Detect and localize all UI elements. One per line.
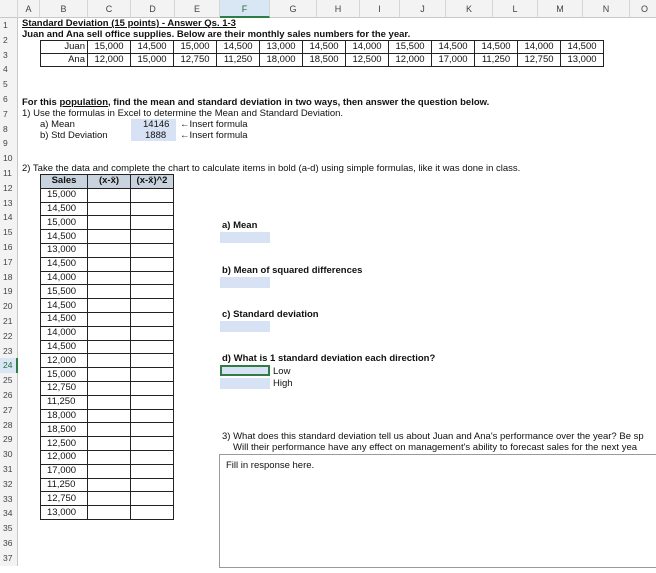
sales-cell[interactable]: 17,000 — [432, 54, 475, 67]
table-row — [41, 340, 174, 354]
deviation-cell[interactable] — [88, 464, 131, 478]
calc-d-label: d) What is 1 standard deviation each direction? — [222, 353, 436, 364]
squared-deviation-cell[interactable] — [131, 409, 174, 423]
table-row — [41, 257, 174, 271]
column-header-h[interactable]: H — [317, 0, 360, 18]
deviation-cell[interactable] — [88, 506, 131, 520]
sales-value-cell[interactable]: 14,500 — [41, 299, 88, 313]
squared-deviation-cell[interactable] — [131, 478, 174, 492]
row-header-14[interactable]: 14 — [0, 210, 18, 225]
deviation-cell[interactable] — [88, 395, 131, 409]
table-row — [41, 188, 174, 202]
table-row — [41, 464, 174, 478]
sales-value-cell[interactable]: 15,000 — [41, 188, 88, 202]
column-header-n[interactable]: N — [583, 0, 630, 18]
deviation-cell[interactable] — [88, 230, 131, 244]
table-row — [41, 506, 174, 520]
sales-value-cell[interactable]: 14,500 — [41, 202, 88, 216]
sales-cell[interactable]: 18,500 — [303, 54, 346, 67]
sales-cell[interactable]: 14,500 — [475, 41, 518, 54]
sales-value-cell[interactable]: 12,000 — [41, 354, 88, 368]
squared-deviation-cell[interactable] — [131, 464, 174, 478]
deviation-cell[interactable] — [88, 299, 131, 313]
column-header-k[interactable]: K — [446, 0, 493, 18]
row-header-2[interactable]: 2 — [0, 33, 18, 48]
column-header-d[interactable]: D — [131, 0, 175, 18]
row-header-16[interactable]: 16 — [0, 240, 18, 255]
squared-deviation-cell[interactable] — [131, 340, 174, 354]
row-header-17[interactable]: 17 — [0, 255, 18, 270]
row-header-13[interactable]: 13 — [0, 196, 18, 211]
row-header-26[interactable]: 26 — [0, 388, 18, 403]
squared-deviation-cell[interactable] — [131, 243, 174, 257]
sales-cell[interactable]: 15,000 — [174, 41, 217, 54]
sales-value-cell[interactable]: 14,500 — [41, 340, 88, 354]
sales-cell[interactable]: 15,000 — [88, 41, 131, 54]
deviation-cell[interactable] — [88, 381, 131, 395]
column-header-m[interactable]: M — [538, 0, 583, 18]
column-header-f[interactable]: F — [220, 0, 270, 18]
row-header-21[interactable]: 21 — [0, 314, 18, 329]
column-header-a[interactable]: A — [18, 0, 40, 18]
column-header-j[interactable]: J — [400, 0, 446, 18]
column-header-o[interactable]: O — [630, 0, 656, 18]
deviation-cell[interactable] — [88, 188, 131, 202]
squared-deviation-cell[interactable] — [131, 506, 174, 520]
row-header-22[interactable]: 22 — [0, 329, 18, 344]
sales-value-cell[interactable]: 14,500 — [41, 257, 88, 271]
table-row — [41, 368, 174, 382]
intro-text: Juan and Ana sell office supplies. Below are their monthly sales numbers for the year. — [22, 29, 411, 40]
data-table — [40, 174, 174, 520]
squared-deviation-cell[interactable] — [131, 216, 174, 230]
table-row — [41, 423, 174, 437]
data-table-header — [41, 175, 174, 189]
row-header-15[interactable]: 15 — [0, 225, 18, 240]
column-header-c[interactable]: C — [88, 0, 131, 18]
sales-table — [40, 40, 604, 67]
row-header-30[interactable]: 30 — [0, 447, 18, 462]
deviation-cell[interactable] — [88, 450, 131, 464]
deviation-cell[interactable] — [88, 478, 131, 492]
row-header-28[interactable]: 28 — [0, 418, 18, 433]
squared-deviation-cell[interactable] — [131, 257, 174, 271]
low-label: Low — [273, 366, 291, 377]
sales-value-cell[interactable]: 18,500 — [41, 423, 88, 437]
squared-deviation-cell[interactable] — [131, 326, 174, 340]
data-header-cell: (x-x̄) — [88, 175, 131, 189]
row-header-32[interactable]: 32 — [0, 477, 18, 492]
row-header-36[interactable]: 36 — [0, 536, 18, 551]
row-header-25[interactable]: 25 — [0, 373, 18, 388]
squared-deviation-cell[interactable] — [131, 271, 174, 285]
row-header-20[interactable]: 20 — [0, 299, 18, 314]
squared-deviation-cell[interactable] — [131, 381, 174, 395]
sales-value-cell[interactable]: 14,000 — [41, 326, 88, 340]
squared-deviation-cell[interactable] — [131, 299, 174, 313]
response-placeholder: Fill in response here. — [226, 460, 315, 471]
row-header-23[interactable]: 23 — [0, 344, 18, 359]
calc-a-label: a) Mean — [222, 220, 258, 231]
sales-value-cell[interactable]: 11,250 — [41, 395, 88, 409]
mean-label: a) Mean — [40, 119, 75, 130]
high-label: High — [273, 378, 293, 389]
sales-cell[interactable]: 12,000 — [389, 54, 432, 67]
sales-cell[interactable]: 13,000 — [561, 54, 604, 67]
squared-deviation-cell[interactable] — [131, 437, 174, 451]
deviation-cell[interactable] — [88, 409, 131, 423]
table-row — [41, 437, 174, 451]
table-row — [41, 243, 174, 257]
deviation-cell[interactable] — [88, 340, 131, 354]
sales-value-cell[interactable]: 12,750 — [41, 492, 88, 506]
squared-deviation-cell[interactable] — [131, 395, 174, 409]
row-header-27[interactable]: 27 — [0, 403, 18, 418]
row-header-19[interactable]: 19 — [0, 284, 18, 299]
squared-deviation-cell[interactable] — [131, 312, 174, 326]
data-header-cell: Sales — [41, 175, 88, 189]
sales-value-cell[interactable]: 18,000 — [41, 409, 88, 423]
sales-value-cell[interactable]: 13,000 — [41, 506, 88, 520]
squared-deviation-cell[interactable] — [131, 285, 174, 299]
seller-name: Ana — [41, 54, 88, 67]
sales-cell[interactable]: 14,500 — [432, 41, 475, 54]
deviation-cell[interactable] — [88, 312, 131, 326]
deviation-cell[interactable] — [88, 437, 131, 451]
sales-cell[interactable]: 12,500 — [346, 54, 389, 67]
row-header-31[interactable]: 31 — [0, 462, 18, 477]
row-header-3[interactable]: 3 — [0, 48, 18, 63]
sales-cell[interactable]: 14,000 — [346, 41, 389, 54]
seller-name: Juan — [41, 41, 88, 54]
sales-value-cell[interactable]: 11,250 — [41, 478, 88, 492]
sales-value-cell[interactable]: 12,750 — [41, 381, 88, 395]
sales-cell[interactable]: 14,500 — [561, 41, 604, 54]
row-header-7[interactable]: 7 — [0, 107, 18, 122]
deviation-cell[interactable] — [88, 326, 131, 340]
row-header-1[interactable]: 1 — [0, 18, 18, 33]
column-header-i[interactable]: I — [360, 0, 400, 18]
sales-value-cell[interactable]: 14,500 — [41, 312, 88, 326]
sales-row-juan — [41, 41, 604, 54]
q1-heading — [22, 97, 489, 108]
row-header-35[interactable]: 35 — [0, 521, 18, 536]
sales-value-cell[interactable]: 12,000 — [41, 450, 88, 464]
q2-instruction: 2) Take the data and complete the chart to calculate items in bold (a-d) using simple formulas, like it was done in class. — [22, 163, 521, 174]
row-header-29[interactable]: 29 — [0, 432, 18, 447]
sales-cell[interactable]: 18,000 — [260, 54, 303, 67]
sales-cell[interactable]: 14,500 — [131, 41, 174, 54]
row-header-33[interactable]: 33 — [0, 492, 18, 507]
sales-value-cell[interactable]: 15,000 — [41, 216, 88, 230]
calc-a-cell[interactable] — [220, 232, 270, 243]
table-row — [41, 285, 174, 299]
sales-value-cell[interactable]: 12,500 — [41, 437, 88, 451]
mean-value: 14146 — [143, 119, 170, 130]
table-row — [41, 216, 174, 230]
squared-deviation-cell[interactable] — [131, 423, 174, 437]
table-row — [41, 202, 174, 216]
sales-cell[interactable]: 11,250 — [217, 54, 260, 67]
select-all-corner[interactable] — [0, 0, 18, 18]
table-row — [41, 492, 174, 506]
sales-row-ana — [41, 54, 604, 67]
sales-cell[interactable]: 14,500 — [217, 41, 260, 54]
table-row — [41, 312, 174, 326]
q1-population: population — [59, 97, 109, 108]
squared-deviation-cell[interactable] — [131, 202, 174, 216]
deviation-cell[interactable] — [88, 354, 131, 368]
table-row — [41, 271, 174, 285]
row-header-34[interactable]: 34 — [0, 506, 18, 521]
sales-value-cell[interactable]: 14,000 — [41, 271, 88, 285]
sales-value-cell[interactable]: 14,500 — [41, 230, 88, 244]
row-header-9[interactable]: 9 — [0, 136, 18, 151]
calc-c-label: c) Standard deviation — [222, 309, 319, 320]
table-row — [41, 450, 174, 464]
q3-line1: 3) What does this standard deviation tell us about Juan and Ana's performance over the year? Be sp — [222, 431, 644, 442]
row-header-37[interactable]: 37 — [0, 551, 18, 566]
calc-b-cell[interactable] — [220, 277, 270, 288]
column-header-g[interactable]: G — [270, 0, 317, 18]
row-header-24[interactable]: 24 — [0, 358, 18, 373]
row-header-10[interactable]: 10 — [0, 151, 18, 166]
squared-deviation-cell[interactable] — [131, 354, 174, 368]
sales-value-cell[interactable]: 13,000 — [41, 243, 88, 257]
table-row — [41, 354, 174, 368]
sheet-title: Standard Deviation (15 points) - Answer Qs. 1-3 — [22, 18, 236, 29]
squared-deviation-cell[interactable] — [131, 492, 174, 506]
sales-cell[interactable]: 11,250 — [475, 54, 518, 67]
data-header-cell: (x-x̄)^2 — [131, 175, 174, 189]
squared-deviation-cell[interactable] — [131, 188, 174, 202]
sales-value-cell[interactable]: 15,000 — [41, 368, 88, 382]
deviation-cell[interactable] — [88, 285, 131, 299]
squared-deviation-cell[interactable] — [131, 230, 174, 244]
column-header-e[interactable]: E — [175, 0, 220, 18]
sales-cell[interactable]: 14,500 — [303, 41, 346, 54]
table-row — [41, 409, 174, 423]
deviation-cell[interactable] — [88, 492, 131, 506]
std-value: 1888 — [145, 130, 167, 141]
sales-cell[interactable]: 12,750 — [518, 54, 561, 67]
calc-c-cell[interactable] — [220, 321, 270, 332]
table-row — [41, 326, 174, 340]
deviation-cell[interactable] — [88, 202, 131, 216]
table-row — [41, 478, 174, 492]
q1-suffix: , find the mean and standard deviation in two ways, then answer the question below. — [108, 97, 490, 108]
row-header-8[interactable]: 8 — [0, 122, 18, 137]
table-row — [41, 381, 174, 395]
squared-deviation-cell[interactable] — [131, 450, 174, 464]
sales-cell[interactable]: 12,750 — [174, 54, 217, 67]
response-box[interactable] — [219, 454, 656, 568]
deviation-cell[interactable] — [88, 257, 131, 271]
deviation-cell[interactable] — [88, 368, 131, 382]
sales-cell[interactable]: 14,000 — [518, 41, 561, 54]
sales-cell[interactable]: 15,000 — [131, 54, 174, 67]
sales-cell[interactable]: 15,500 — [389, 41, 432, 54]
q1-subheading: 1) Use the formulas in Excel to determine the Mean and Standard Deviation. — [22, 108, 344, 119]
std-note: ←Insert formula — [180, 130, 248, 141]
q1-prefix: For this — [22, 97, 60, 108]
row-header-18[interactable]: 18 — [0, 270, 18, 285]
deviation-cell[interactable] — [88, 271, 131, 285]
deviation-cell[interactable] — [88, 243, 131, 257]
column-header-l[interactable]: L — [493, 0, 538, 18]
table-row — [41, 395, 174, 409]
row-header-4[interactable]: 4 — [0, 62, 18, 77]
q3-line2: Will their performance have any effect on management's ability to forecast sales for the next yea — [233, 442, 638, 453]
high-cell[interactable] — [220, 378, 270, 389]
row-header-12[interactable]: 12 — [0, 181, 18, 196]
row-header-11[interactable]: 11 — [0, 166, 18, 181]
sales-cell[interactable]: 13,000 — [260, 41, 303, 54]
table-row — [41, 299, 174, 313]
mean-note: ←Insert formula — [180, 119, 248, 130]
table-row — [41, 230, 174, 244]
deviation-cell[interactable] — [88, 423, 131, 437]
std-label: b) Std Deviation — [40, 130, 108, 141]
sales-cell[interactable]: 12,000 — [88, 54, 131, 67]
low-cell[interactable] — [220, 365, 270, 376]
squared-deviation-cell[interactable] — [131, 368, 174, 382]
deviation-cell[interactable] — [88, 216, 131, 230]
sales-value-cell[interactable]: 17,000 — [41, 464, 88, 478]
row-header-6[interactable]: 6 — [0, 92, 18, 107]
calc-b-label: b) Mean of squared differences — [222, 265, 363, 276]
column-header-b[interactable]: B — [40, 0, 88, 18]
row-header-5[interactable]: 5 — [0, 77, 18, 92]
sales-value-cell[interactable]: 15,500 — [41, 285, 88, 299]
